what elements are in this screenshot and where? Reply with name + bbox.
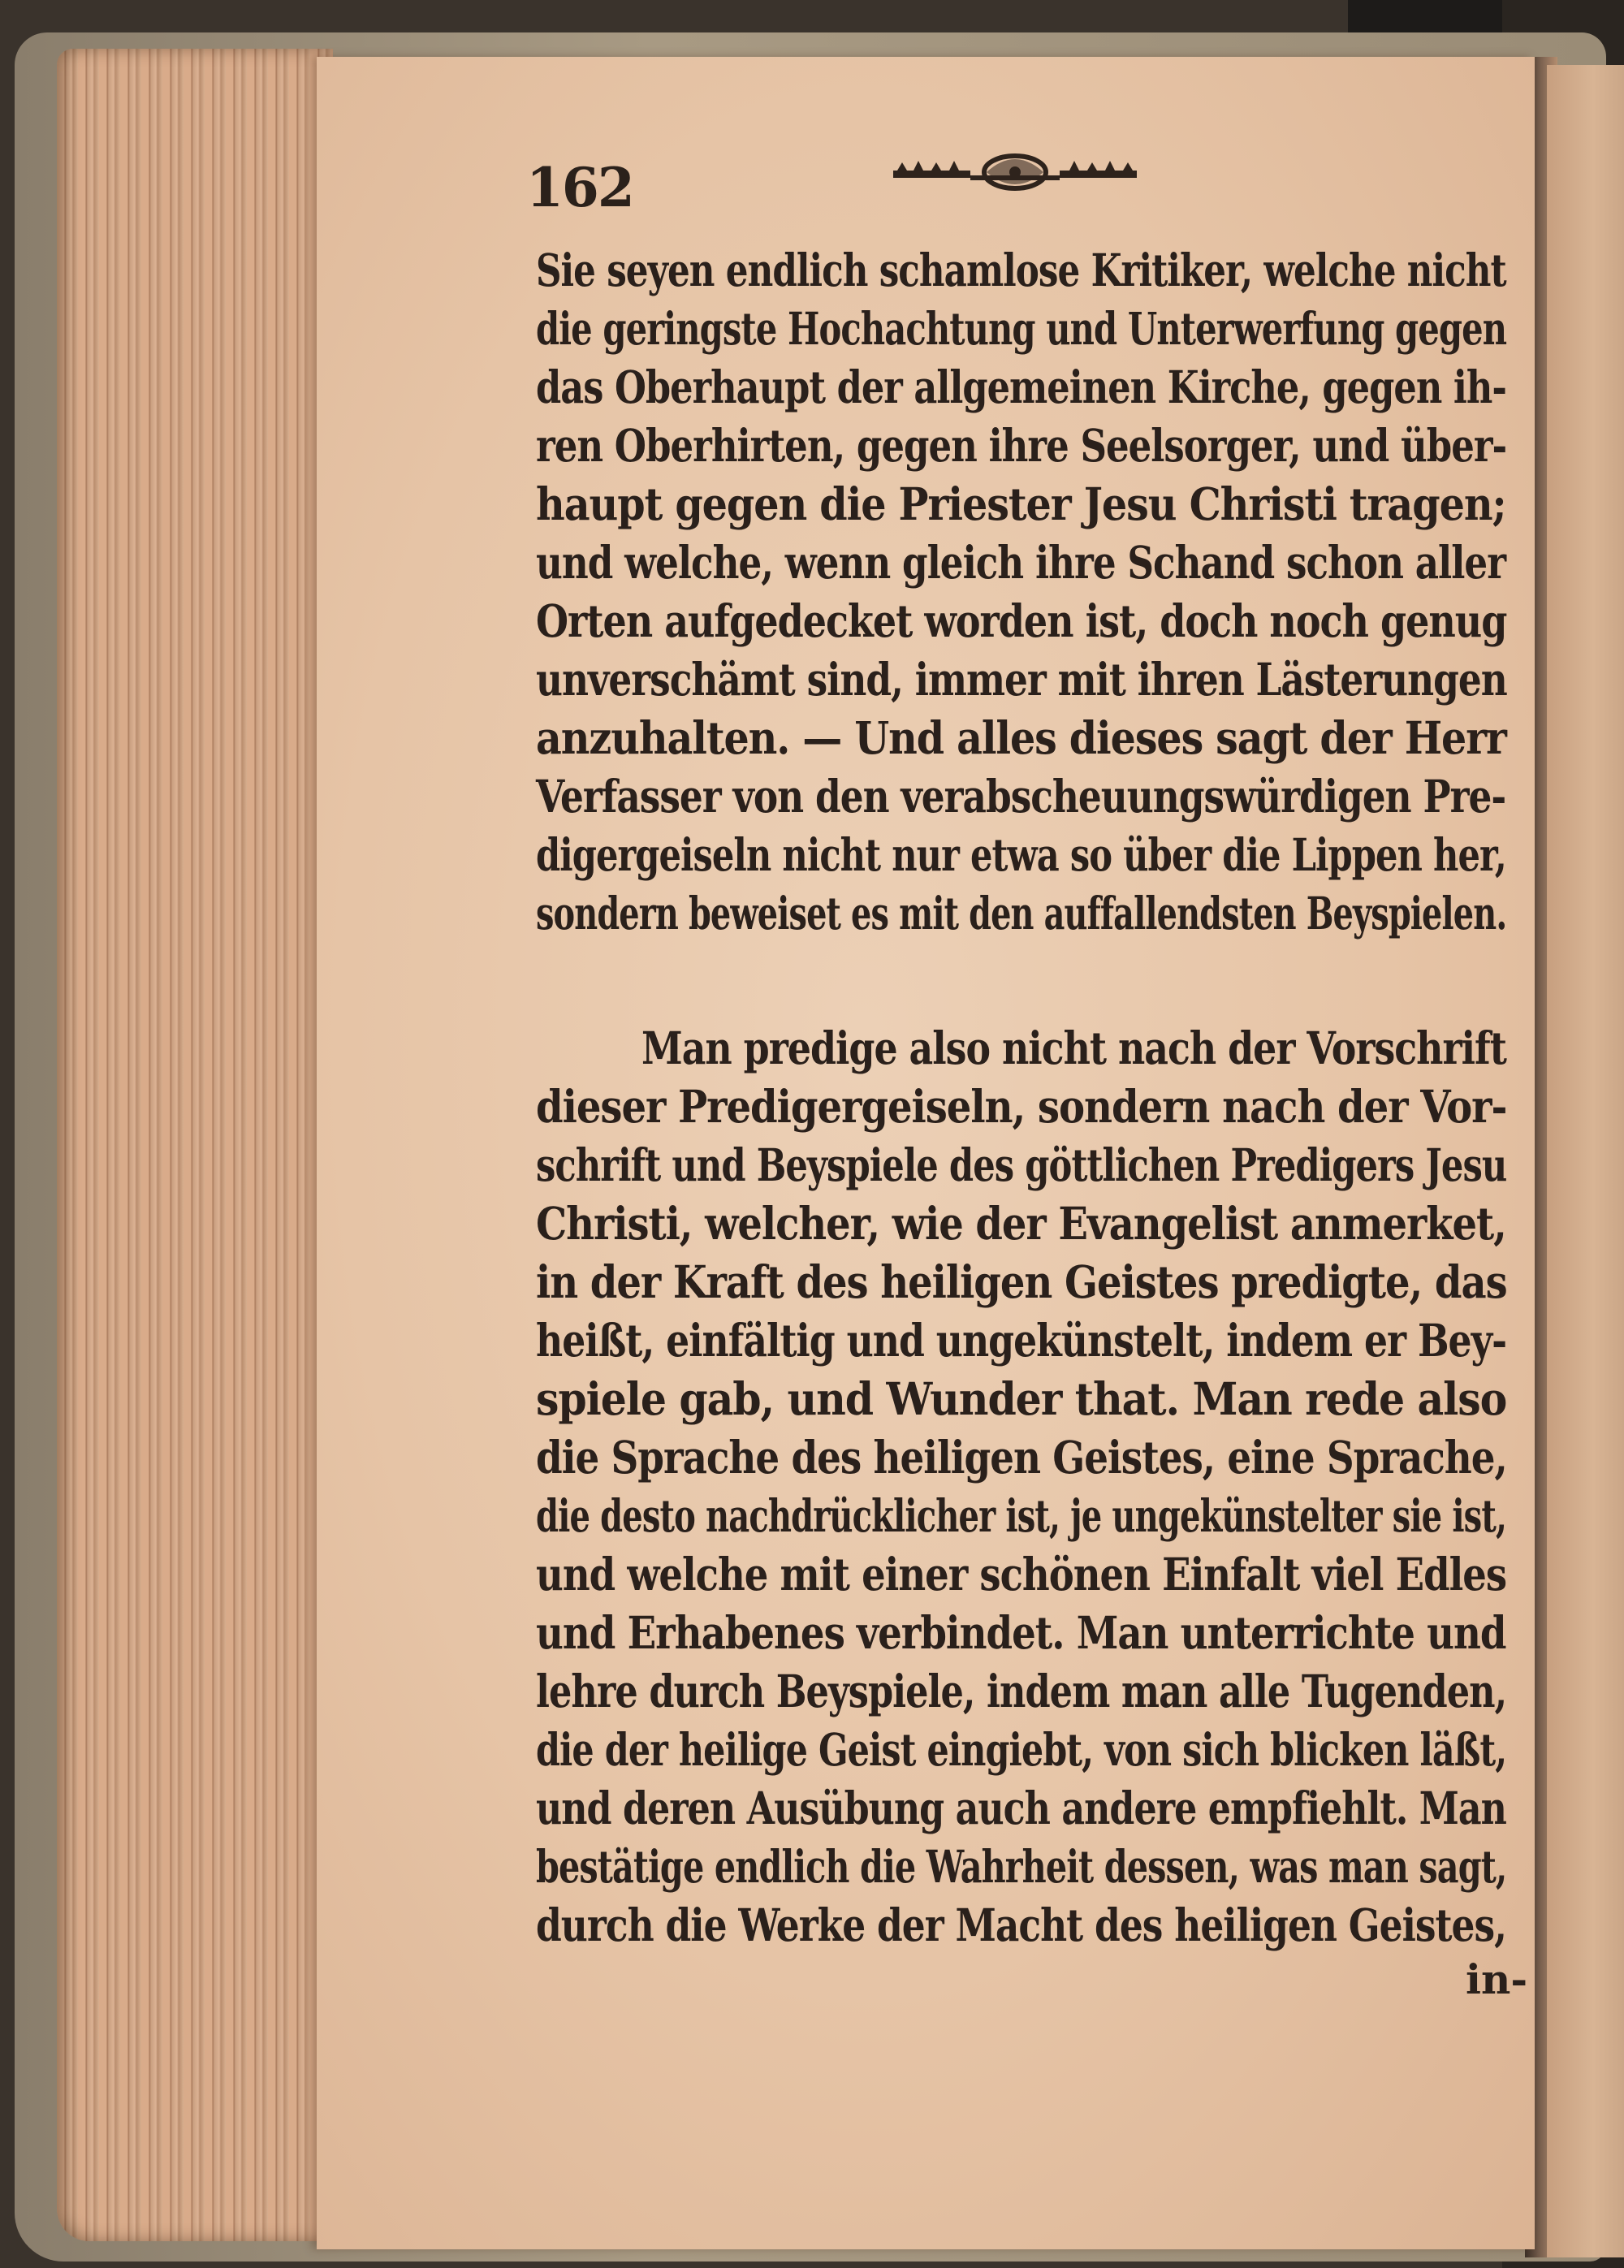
page-number: 162 (526, 156, 633, 219)
text-line: sondern beweiset es mit den auffallendsten Beyspielen. (536, 887, 1507, 940)
text-line: heißt, einfältig und ungekünstelt, indem er Bey- (536, 1314, 1507, 1367)
header-ornament-icon (889, 146, 1141, 192)
text-line: die der heilige Geist eingiebt, von sich blicken läßt, (536, 1723, 1507, 1776)
text-line: haupt gegen die Priester Jesu Christi tragen; (536, 477, 1506, 530)
text-line: unverschämt sind, immer mit ihren Lästerungen (536, 653, 1507, 706)
page-edges (57, 49, 333, 2241)
text-line: lehre durch Beyspiele, indem man alle Tugenden, (536, 1665, 1507, 1717)
text-line: die Sprache des heiligen Geistes, eine Sprache, (536, 1431, 1507, 1484)
text-line: anzuhalten. — Und alles dieses sagt der Herr (536, 711, 1506, 764)
text-line: Verfasser von den verabscheuungswürdigen Pre- (536, 770, 1506, 823)
text-line: spiele gab, und Wunder that. Man rede also (536, 1372, 1507, 1425)
text-line: und deren Ausübung auch andere empfiehlt. Man (536, 1782, 1506, 1834)
text-line: durch die Werke der Macht des heiligen Geistes, (536, 1899, 1506, 1951)
text-line: digergeiseln nicht nur etwa so über die Lippen her, (536, 828, 1506, 881)
text-line: in der Kraft des heiligen Geistes predigte, das (536, 1255, 1507, 1308)
text-line: bestätige endlich die Wahrheit dessen, was man sagt, (536, 1840, 1507, 1893)
text-line: Orten aufgedecket worden ist, doch noch genug (536, 594, 1507, 647)
text-line: dieser Predigergeiseln, sondern nach der Vor- (536, 1080, 1507, 1133)
text-line: Man predige also nicht nach der Vorschrift (641, 1022, 1506, 1074)
text-line: schrift und Beyspiele des göttlichen Predigers Jesu (536, 1138, 1507, 1191)
text-line: die desto nachdrücklicher ist, je ungekünstelter sie ist, (536, 1489, 1507, 1542)
text-line: und Erhabenes verbindet. Man unterrichte und (536, 1606, 1506, 1659)
catchword: in- (1466, 1955, 1528, 2003)
text-line: und welche mit einer schönen Einfalt viel Edles (536, 1548, 1507, 1601)
text-line: Sie seyen endlich schamlose Kritiker, welche nicht (536, 244, 1506, 296)
text-line: ren Oberhirten, gegen ihre Seelsorger, und über- (536, 419, 1507, 472)
text-line: und welche, wenn gleich ihre Schand schon aller (536, 536, 1506, 589)
text-line: Christi, welcher, wie der Evangelist anmerket, (536, 1197, 1506, 1250)
text-line: die geringste Hochachtung und Unterwerfung gegen (536, 302, 1507, 355)
text-line: das Oberhaupt der allgemeinen Kirche, gegen ih- (536, 361, 1506, 413)
facing-page-edge (1547, 65, 1624, 2257)
